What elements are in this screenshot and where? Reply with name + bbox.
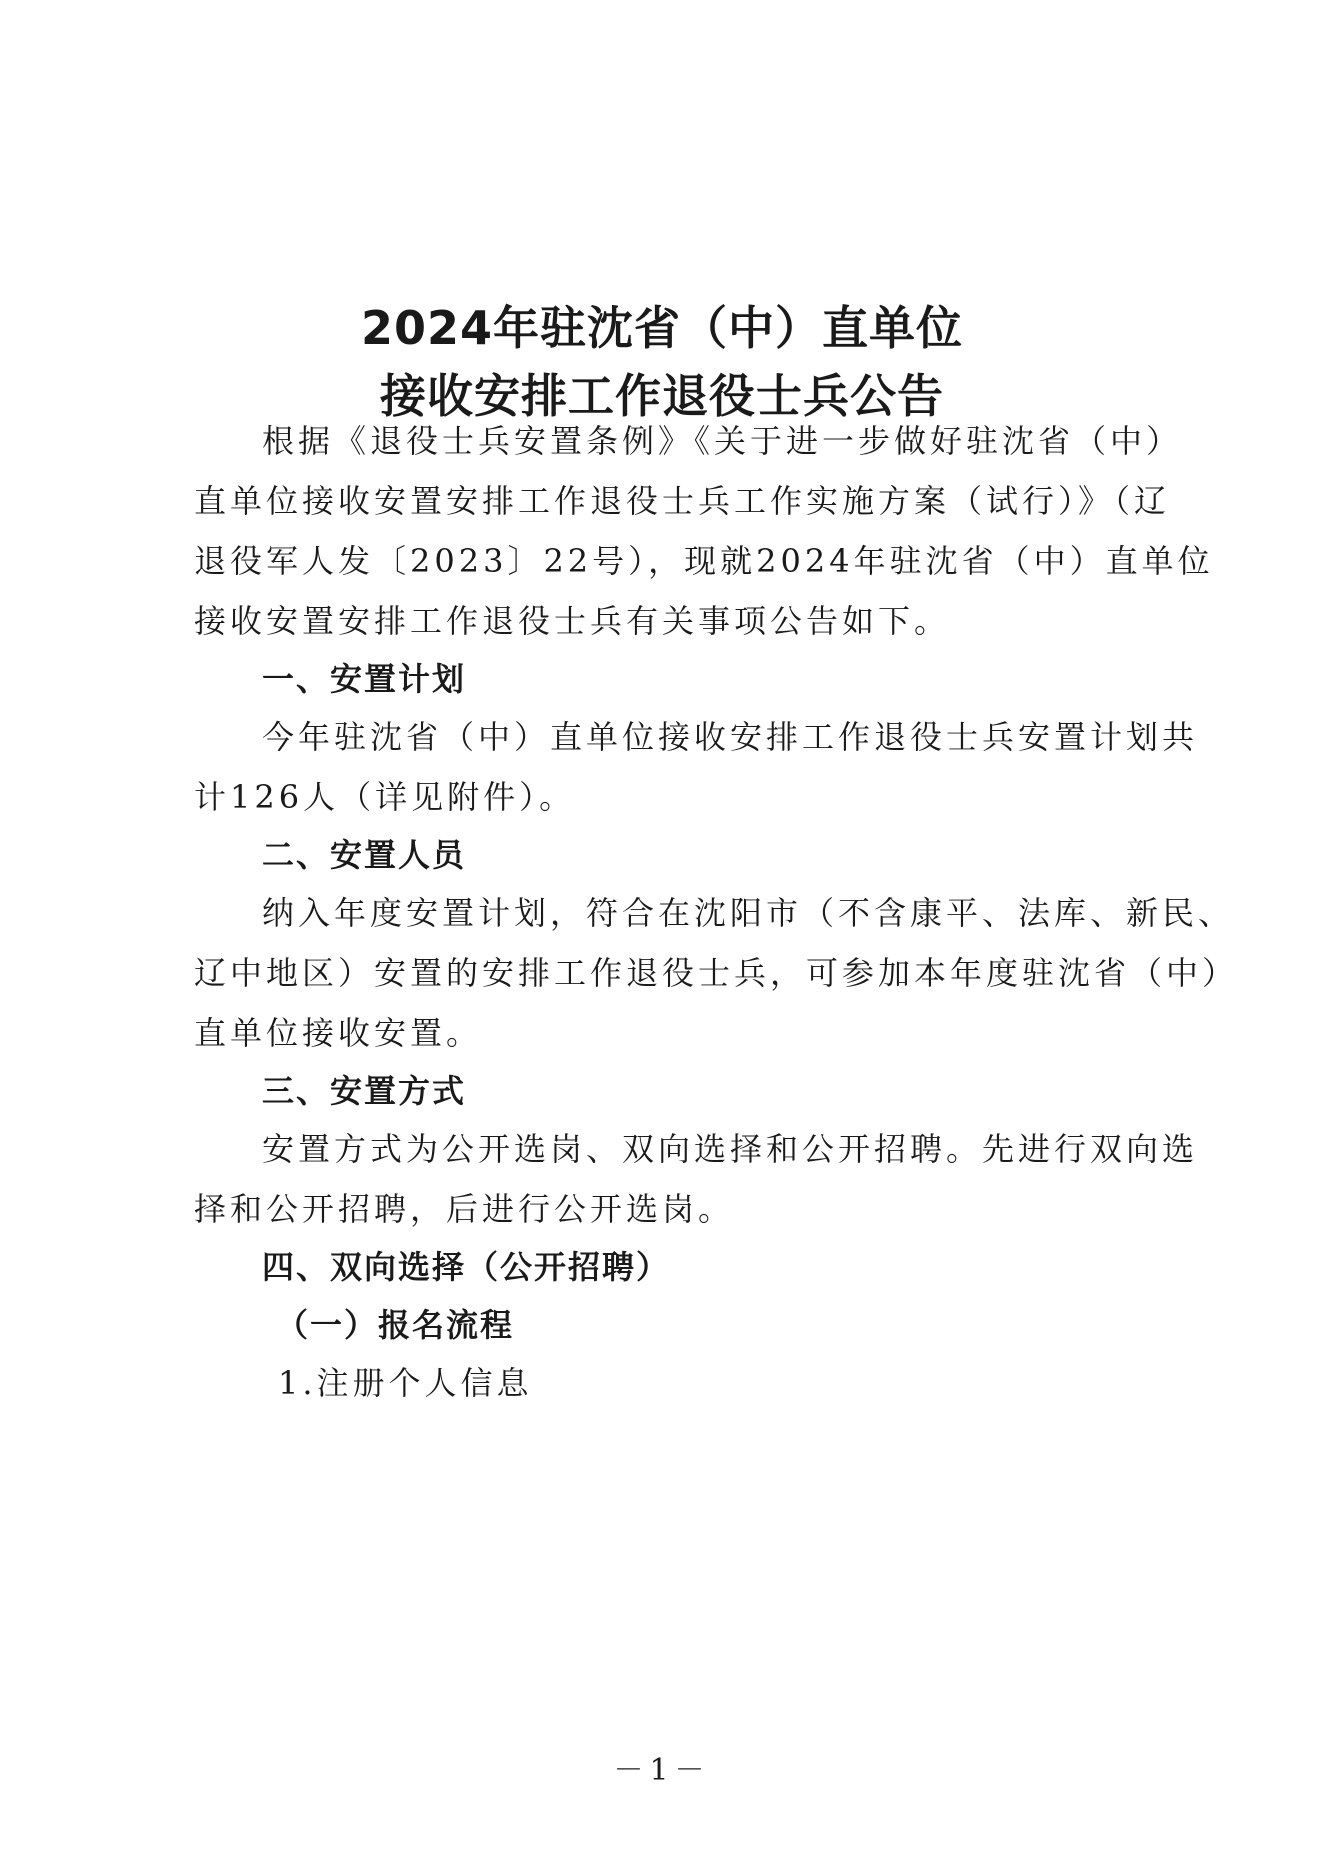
paragraph-line: 安置方式为公开选岗、双向选择和公开招聘。先进行双向选 [262, 1130, 1199, 1168]
paragraph-line: 择和公开招聘，后进行公开选岗。 [194, 1190, 735, 1228]
section-heading: 四、双向选择（公开招聘） [262, 1248, 671, 1286]
paragraph-line: 直单位接收安置。 [194, 1014, 483, 1052]
section-heading: 一、安置计划 [262, 660, 467, 698]
paragraph-line: 纳入年度安置计划，符合在沈阳市（不含康平、法库、新民、 [262, 894, 1235, 932]
paragraph-line: 退役军人发〔2023〕22号），现就2024年驻沈省（中）直单位 [194, 542, 1214, 580]
document-title-line-2: 接收安排工作退役士兵公告 [380, 369, 944, 423]
section-heading: 三、安置方式 [262, 1072, 467, 1110]
paragraph-line: 直单位接收安置安排工作退役士兵工作实施方案（试行）》（辽 [194, 482, 1171, 520]
list-item: 1.注册个人信息 [278, 1364, 533, 1402]
document-title-line-1: 2024年驻沈省（中）直单位 [360, 301, 964, 355]
subsection-heading: （一）报名流程 [276, 1306, 515, 1344]
paragraph-line: 辽中地区）安置的安排工作退役士兵，可参加本年度驻沈省（中） [194, 954, 1239, 992]
paragraph-line: 根据《退役士兵安置条例》《关于进一步做好驻沈省（中） [262, 422, 1183, 460]
paragraph-line: 今年驻沈省（中）直单位接收安排工作退役士兵安置计划共 [262, 718, 1199, 756]
paragraph-line: 接收安置安排工作退役士兵有关事项公告如下。 [194, 602, 951, 640]
paragraph-line: 计126人（详见附件）。 [194, 778, 576, 816]
section-heading: 二、安置人员 [262, 836, 467, 874]
page-number: －1－ [613, 1753, 711, 1788]
